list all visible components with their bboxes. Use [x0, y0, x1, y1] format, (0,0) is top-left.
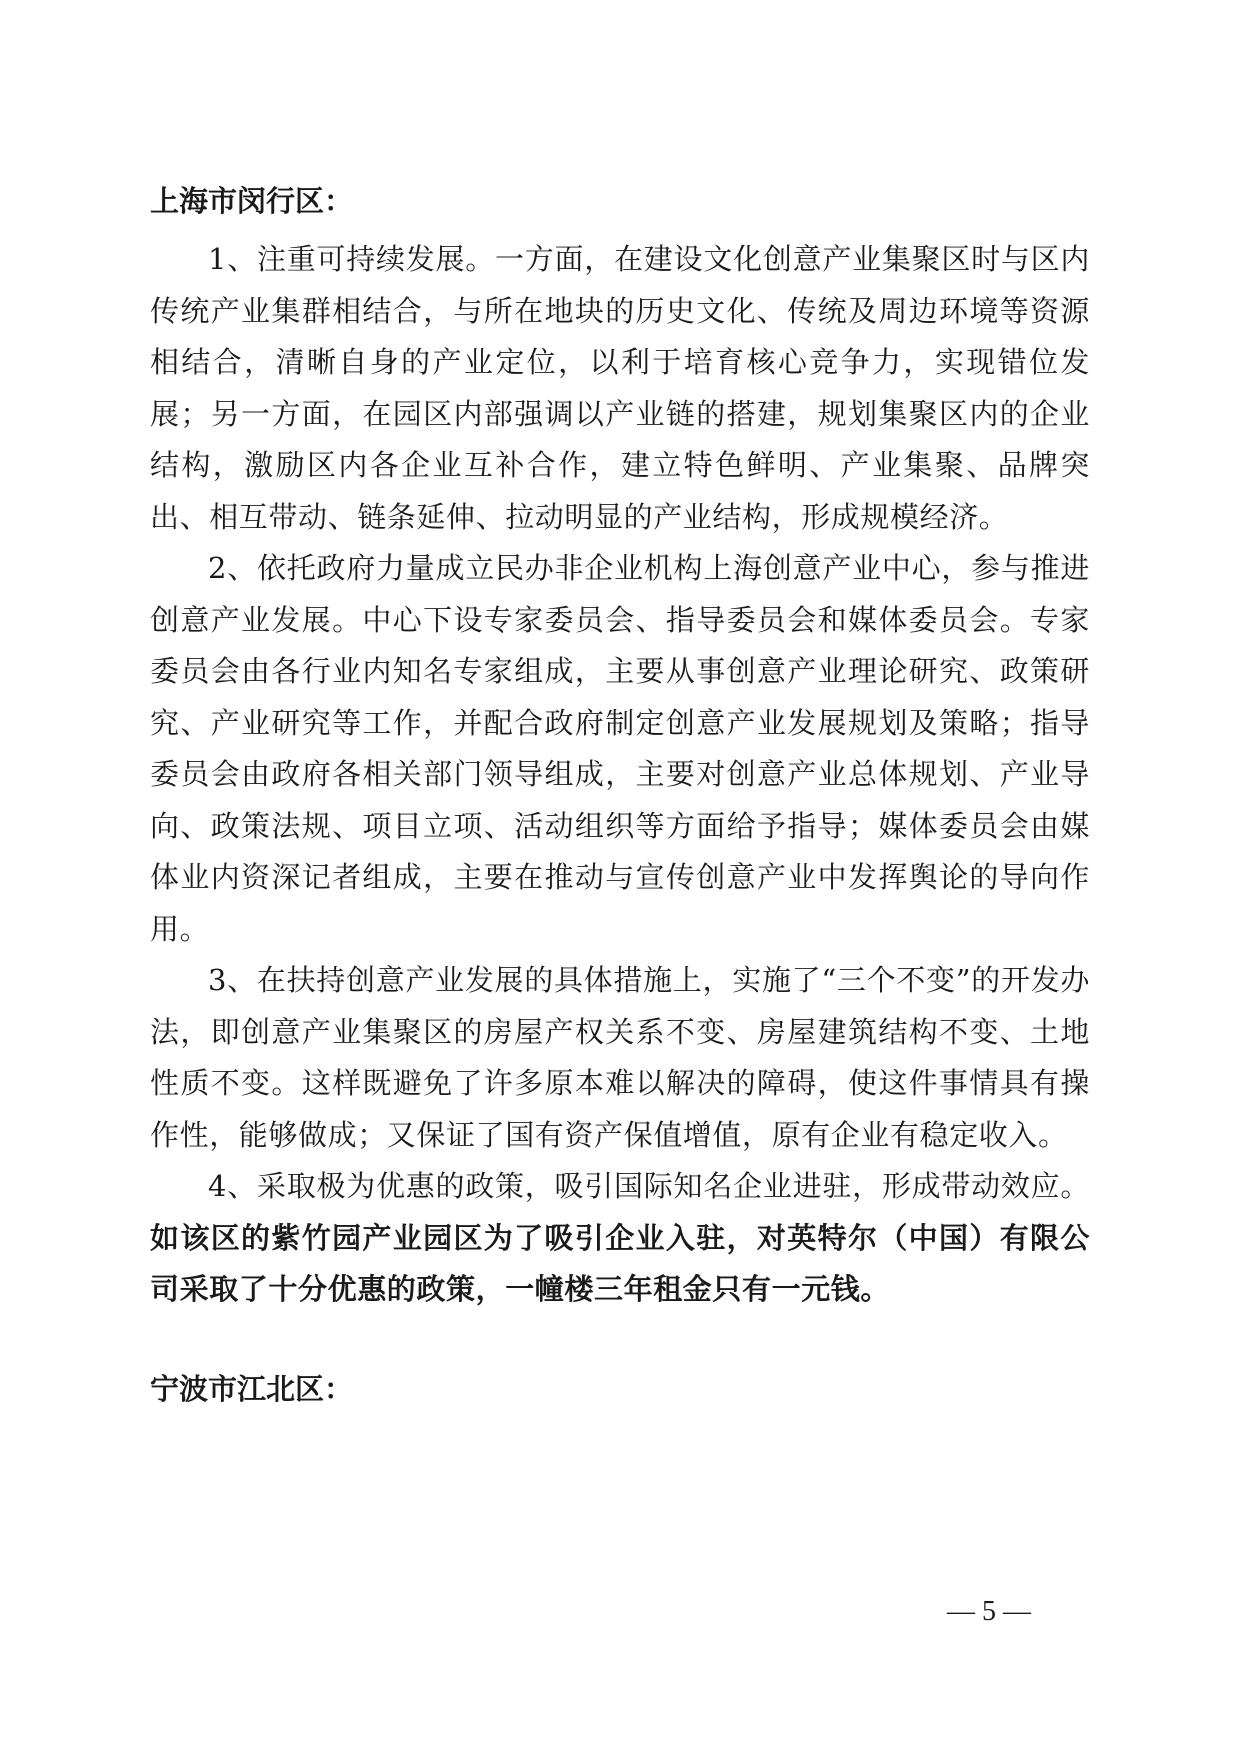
- paragraph-2: 2、依托政府力量成立民办非企业机构上海创意产业中心，参与推进创意产业发展。中心下设专家委员会、指导委员会和媒体委员会。专家委员会由各行业内知名专家组成，主要从事创意产业理论研究、政策研究、产业研究等工作，并配合政府制定创意产业发展规划及策略；指导委员会由政府各相关部门领导组成，主要对创意产业总体规划、产业导向、政策法规、项目立项、活动组织等方面给予指导；媒体委员会由媒体业内资深记者组成，主要在推动与宣传创意产业中发挥舆论的导向作用。: [150, 551, 1090, 946]
- paragraph-4: [150, 1161, 1090, 1316]
- paragraph-1: 1、注重可持续发展。一方面，在建设文化创意产业集聚区时与区内传统产业集群相结合，与所在地块的历史文化、传统及周边环境等资源相结合，清晰自身的产业定位，以利于培育核心竞争力，实现错位发展；另一方面，在园区内部强调以产业链的搭建，规划集聚区内的企业结构，激励区内各企业互补合作，建立特色鲜明、产业集聚、品牌突出、相互带动、链条延伸、拉动明显的产业结构，形成规模经济。: [150, 242, 1090, 534]
- paragraph-4-text: 4、采取极为优惠的政策，吸引国际知名企业进驻，形成带动效应。: [208, 1169, 1090, 1203]
- page-number: — 5 —: [947, 1596, 1031, 1627]
- document-page: [150, 176, 1090, 1414]
- section-heading-minhang: 上海市闵行区：: [150, 184, 354, 218]
- paragraph-4-bold-text: 如该区的紫竹园产业园区为了吸引企业入驻，对英特尔（中国）有限公司采取了十分优惠的政策，一幢楼三年租金只有一元钱。: [150, 1220, 1090, 1306]
- paragraph-3: 3、在扶持创意产业发展的具体措施上，实施了“三个不变”的开发办法，即创意产业集聚区的房屋产权关系不变、房屋建筑结构不变、土地性质不变。这样既避免了许多原本难以解决的障碍，使这件事情具有操作性，能够做成；又保证了国有资产保值增值，原有企业有稳定收入。: [150, 963, 1090, 1152]
- section-heading-jiangbei: 宁波市江北区：: [150, 1371, 354, 1406]
